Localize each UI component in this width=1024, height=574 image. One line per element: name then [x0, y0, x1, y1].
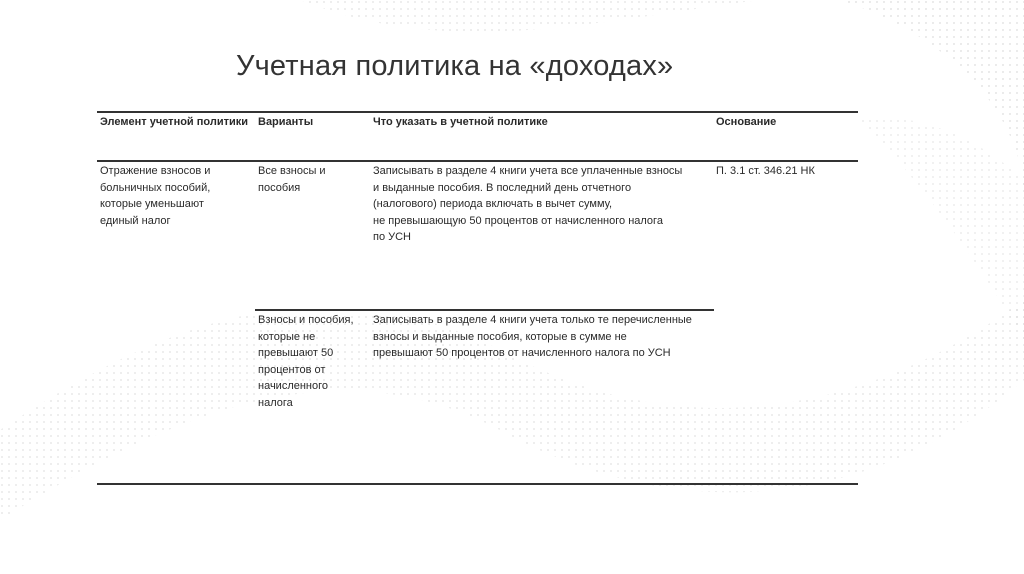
header-bottom-rule [97, 160, 858, 162]
row1-basis: П. 3.1 ст. 346.21 НК [716, 165, 815, 177]
row2-variant: Взносы и пособия, которые не превышают 50 процентов от начисленного налога [258, 314, 354, 409]
row2-what: Записывать в разделе 4 книги учета только те перечисленные взносы и выданные пособия, которые в сумме не превышают 50 процентов от начисленного налога по УСН [373, 314, 692, 360]
header-what: Что указать в учетной политике [373, 116, 548, 128]
row1-what: Записывать в разделе 4 книги учета все уплаченные взносы и выданные пособия. В последний день отчетного (налогового) периода включать в вычет сумму, не превышающую 50 процентов от начисленного налога по УСН [373, 165, 683, 244]
header-variants: Варианты [258, 116, 314, 128]
header-basis: Основание [716, 116, 777, 128]
slide-title: Учетная политика на «доходах» [236, 50, 674, 82]
table-bottom-rule [97, 483, 858, 485]
row-divider [255, 309, 714, 311]
header-element: Элемент учетной политики [100, 116, 249, 128]
table-top-rule [97, 111, 858, 113]
row1-variant: Все взносы и пособия [258, 165, 326, 194]
row1-element: Отражение взносов и больничных пособий, которые уменьшают единый налог [100, 165, 211, 227]
